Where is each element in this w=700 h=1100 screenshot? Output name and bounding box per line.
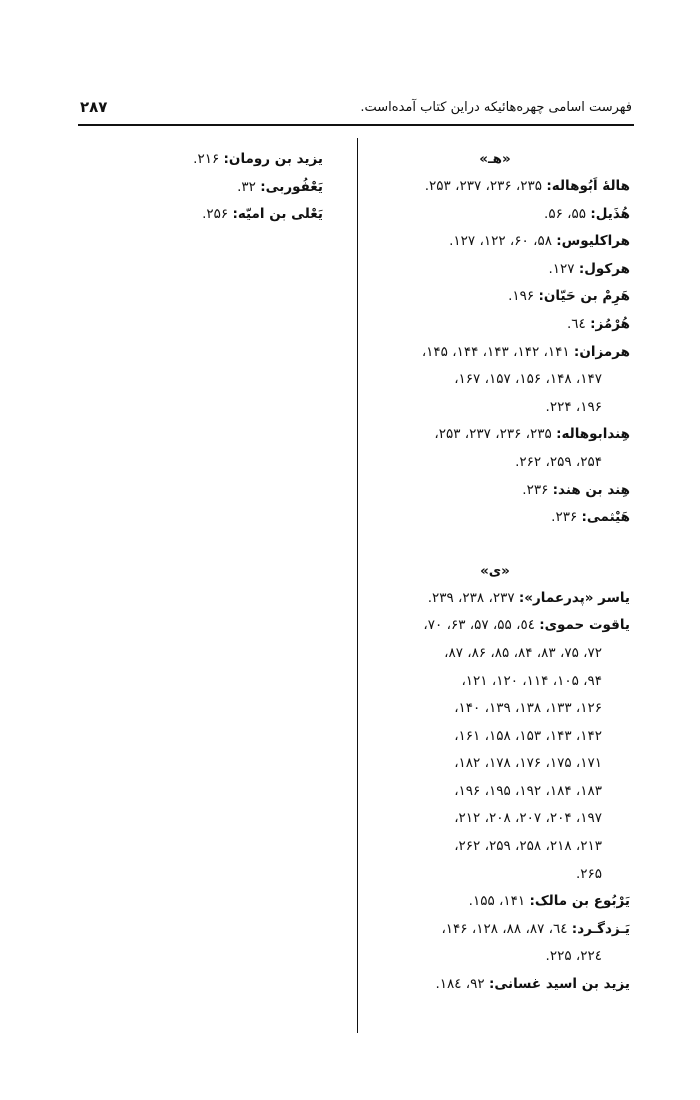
page-references: ٦٤، ۸۷، ۸۸، ۱۲۸، ۱۴۶، (441, 920, 568, 937)
entry-name: یزید بن اسید غسانی: (488, 976, 630, 993)
page-references: ۲۲٤، ۲۲۵. (545, 948, 602, 965)
entry-name: هرمزان: (573, 343, 630, 360)
index-entry-continuation (360, 449, 630, 477)
section-heading: «هـ» (479, 151, 511, 167)
page-references: ۱۲۷. (548, 260, 575, 277)
page-references: ٥٤، ۵۵، ۵۷، ۶۳، ۷۰، (423, 617, 535, 634)
index-entry-continuation (360, 394, 630, 422)
entry-name: یاسر «پدرعمار»: (518, 589, 630, 606)
entry-name: هراکلیوس: (556, 233, 630, 250)
section-gap (360, 532, 630, 558)
index-entry-continuation (360, 750, 630, 778)
page-references: ۱۹۶، ۲۲۴. (545, 398, 602, 415)
index-entry-continuation (360, 668, 630, 696)
page-references: ٦٤. (566, 315, 586, 332)
page-references: ۲۱۶. (193, 151, 220, 167)
entry-name: هِند بن هند: (552, 481, 630, 498)
page-references: ۱۴۱، ۱۴۲، ۱۴۳، ۱۴۴، ۱۴۵، (421, 343, 570, 360)
index-entry (360, 311, 630, 339)
index-entry (360, 256, 630, 284)
entry-name: هرکول: (578, 260, 630, 277)
index-entry (360, 504, 630, 532)
index-entry (360, 283, 630, 311)
entry-name: هُذَیل: (590, 205, 630, 222)
index-entry (360, 228, 630, 256)
entry-name: یَعْلی بن امیّه: (232, 206, 323, 223)
page-references: ۷۲، ۷۵، ۸۳، ۸۴، ۸۵، ۸۶، ۸۷، (444, 644, 602, 661)
index-entry (43, 146, 323, 174)
entry-name: یَرْبُوع بن مالک: (529, 893, 630, 910)
page-references: ۲۵۴، ۲۵۹، ۲۶۲. (515, 453, 602, 470)
entry-name: هِندابوهاله: (556, 426, 630, 443)
page-references: ۲۱۳، ۲۱۸، ۲۵۸، ۲۵۹، ۲۶۲، (454, 838, 602, 855)
header-rule (78, 124, 634, 126)
section-heading: «ی» (480, 562, 510, 579)
index-entry (360, 421, 630, 449)
index-entry (360, 339, 630, 367)
entry-name: هالهٔ اَبُوهاله: (546, 178, 630, 194)
entry-name: هَرِمْ بن حَیّان: (538, 288, 630, 305)
index-entry (43, 174, 323, 202)
index-entry-continuation (360, 833, 630, 861)
entry-name: یزید بن رومان: (223, 151, 323, 167)
page-references: ۹۲، ۱۸٤. (435, 976, 485, 993)
index-entry (360, 916, 630, 944)
page-references: ۵۸، ۶۰، ۱۲۲، ۱۲۷. (449, 233, 552, 250)
index-entry (360, 612, 630, 640)
index-entry-continuation (360, 640, 630, 668)
index-entry-continuation (360, 695, 630, 723)
page-references: ۲۳۵، ۲۳۶، ۲۳۷، ۲۵۳، (434, 426, 552, 443)
entry-name: هُرْمُز: (590, 315, 630, 332)
page-references: ۲۵۶. (202, 206, 229, 223)
page-references: ۱۷۱، ۱۷۵، ۱۷۶، ۱۷۸، ۱۸۲، (454, 755, 602, 772)
index-entry-continuation (360, 805, 630, 833)
column-divider (357, 138, 358, 1033)
entry-name: یَعْفُوربی: (260, 178, 323, 195)
entry-name: یَـزدگـرد: (571, 920, 630, 937)
index-entry-continuation (360, 366, 630, 394)
index-entry-continuation (360, 723, 630, 751)
index-entry (360, 477, 630, 505)
page-references: ۱۴۷، ۱۴۸، ۱۵۶، ۱۵۷، ۱۶۷، (454, 371, 602, 388)
page-references: ۱۹۶. (508, 288, 535, 305)
page-references: ۲۳۵، ۲۳۶، ۲۳۷، ۲۵۳. (424, 178, 543, 194)
index-column-right (360, 146, 630, 999)
page-references: ۲۳۷، ۲۳۸، ۲۳۹. (427, 589, 515, 606)
page-references: ۵۵، ۵۶. (544, 205, 587, 222)
page-header (80, 96, 632, 126)
index-column-left (43, 146, 343, 229)
index-entry (360, 971, 630, 999)
entry-name: یاقوت حموی: (539, 617, 630, 634)
entry-name: هَیْثمی: (581, 509, 630, 526)
page-number: ۲۸۷ (80, 98, 108, 116)
page-references: ۳۲. (237, 178, 256, 195)
index-entry (360, 201, 630, 229)
page-references: ۲۶۵. (575, 865, 602, 882)
index-entry (360, 888, 630, 916)
page-references: ۲۳۶. (522, 481, 549, 498)
page-references: ۹۴، ۱۰۵، ۱۱۴، ۱۲۰، ۱۲۱، (461, 672, 602, 689)
page-references: ۱۹۷، ۲۰۴، ۲۰۷، ۲۰۸، ۲۱۲، (454, 810, 602, 827)
index-entry (360, 173, 630, 201)
index-entry-continuation (360, 861, 630, 889)
page-references: ۱۲۶، ۱۳۳، ۱۳۸، ۱۳۹، ۱۴۰، (454, 700, 602, 717)
index-entry (43, 201, 323, 229)
page-references: ۱۴۱، ۱۵۵. (468, 893, 526, 910)
page-references: ۱۴۲، ۱۴۳، ۱۵۳، ۱۵۸، ۱۶۱، (454, 727, 602, 744)
running-title: فهرست اسامی چهره‌هائیکه دراین کتاب آمده‌است. (360, 100, 632, 115)
index-entry-continuation (360, 778, 630, 806)
index-entry-continuation (360, 943, 630, 971)
index-entry (360, 585, 630, 613)
page-references: ۱۸۳، ۱۸۴، ۱۹۲، ۱۹۵، ۱۹۶، (454, 782, 602, 799)
page-references: ۲۳۶. (551, 509, 578, 526)
